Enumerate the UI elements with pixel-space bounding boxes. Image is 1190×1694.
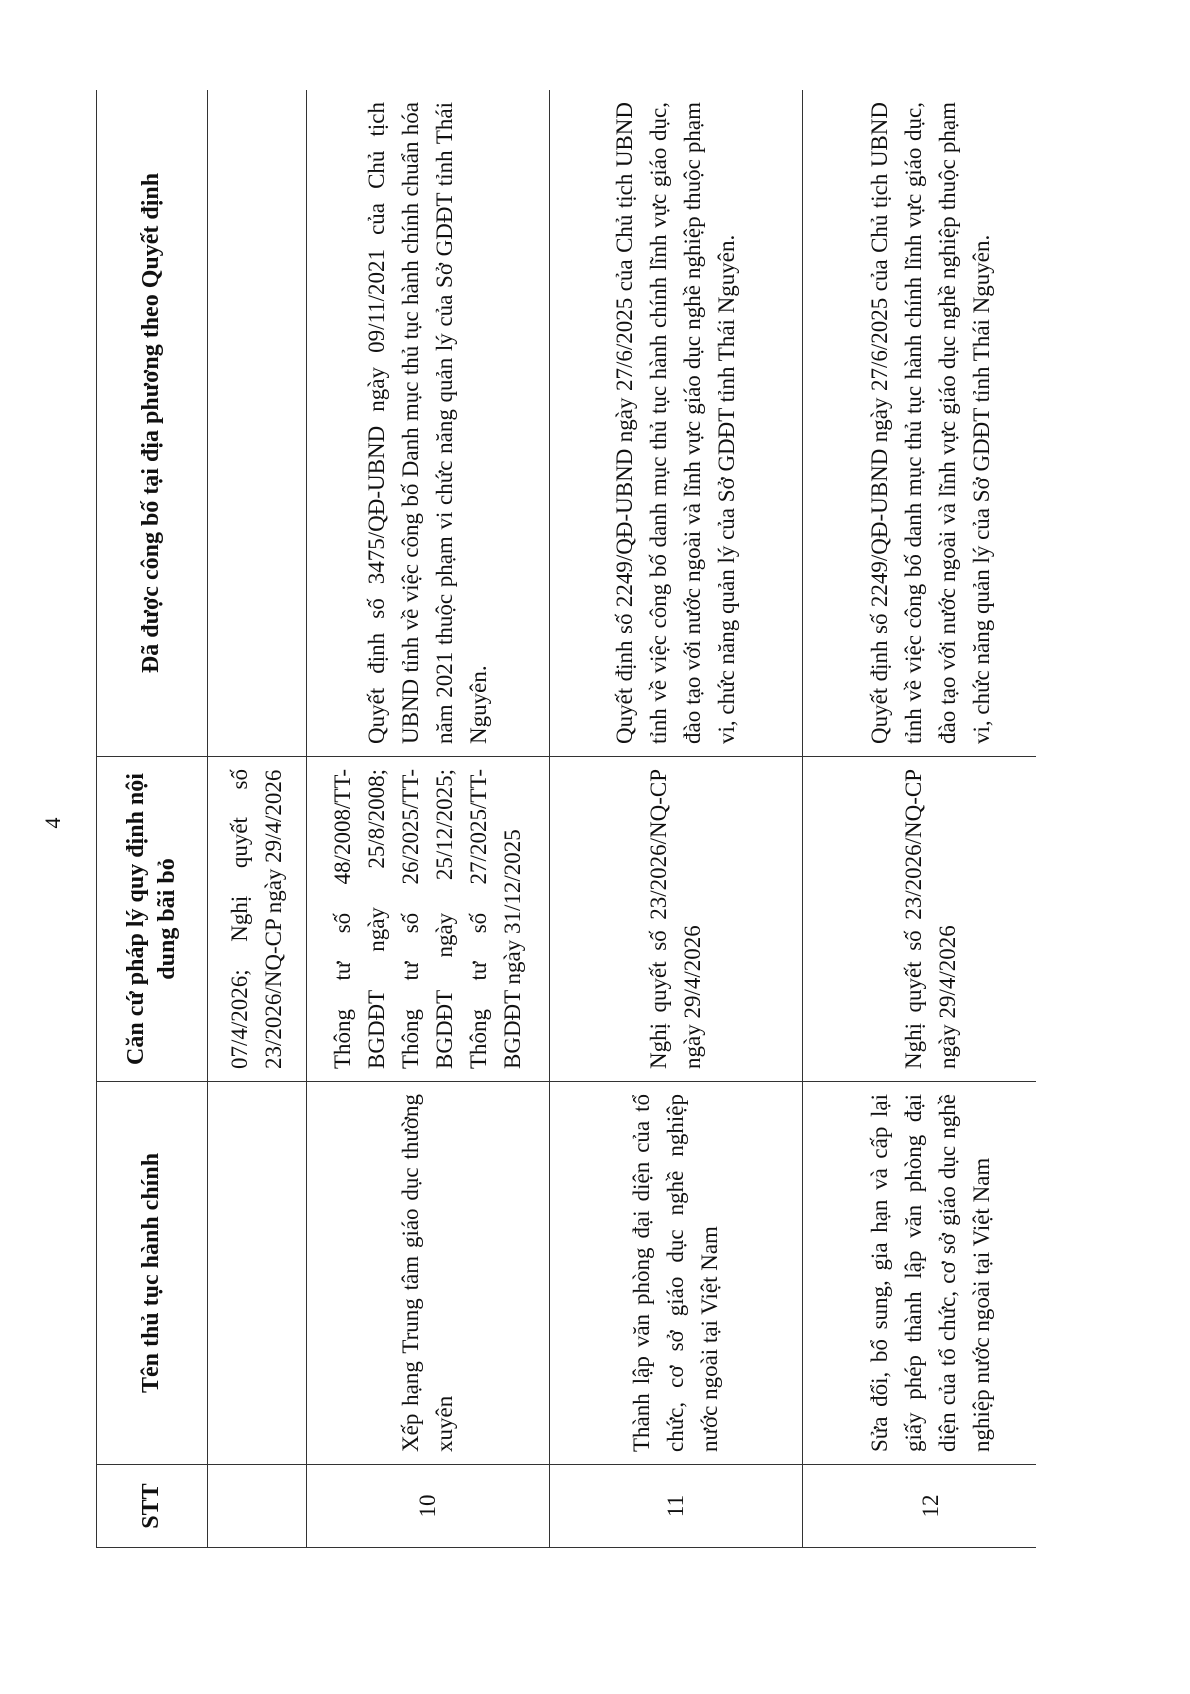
cell-procedure-name: Sửa đổi, bổ sung, gia hạn và cấp lại giấy phép thành lập văn phòng đại diện của tổ chức, cơ sở giáo dục nghề nghiệp nước ngoài tại Việt Nam xyxy=(803,1082,1037,1465)
table-row xyxy=(550,90,803,1548)
procedures-table xyxy=(96,90,1036,1548)
table-row xyxy=(307,90,550,1548)
cell-published-decision: Quyết định số 2249/QĐ-UBND ngày 27/6/2025 của Chủ tịch UBND tỉnh về việc công bố danh mục thủ tục hành chính lĩnh vực giáo dục, đào tạo với nước ngoài và lĩnh vực giáo dục nghề nghiệp thuộc phạm vi, chức năng quản lý của Sở GDĐT tỉnh Thái Nguyên. xyxy=(550,90,803,757)
table-rotation-frame xyxy=(96,90,1036,1548)
cell-procedure-name: Thành lập văn phòng đại diện của tổ chức, cơ sở giáo dục nghề nghiệp nước ngoài tại Việt Nam xyxy=(550,1082,803,1465)
header-procedure-name: Tên thủ tục hành chính xyxy=(97,1082,208,1465)
cell-stt: 10 xyxy=(307,1465,550,1548)
table-header-row xyxy=(97,90,208,1548)
table-row xyxy=(208,90,307,1548)
table-row xyxy=(803,90,1037,1548)
cell-stt xyxy=(208,1465,307,1548)
cell-procedure-name: Xếp hạng Trung tâm giáo dục thường xuyên xyxy=(307,1082,550,1465)
cell-legal-basis: Nghị quyết số 23/2026/NQ-CP ngày 29/4/2026 xyxy=(803,757,1037,1082)
cell-stt: 11 xyxy=(550,1465,803,1548)
cell-published-decision: Quyết định số 3475/QĐ-UBND ngày 09/11/2021 của Chủ tịch UBND tỉnh về việc công bố Danh mục thủ tục hành chính chuẩn hóa năm 2021 thuộc phạm vi chức năng quản lý của Sở GDĐT tỉnh Thái Nguyên. xyxy=(307,90,550,757)
cell-legal-basis: Thông tư số 48/2008/TT-BGDĐT ngày 25/8/2008; Thông tư số 26/2025/TT-BGDĐT ngày 25/12/2025; Thông tư số 27/2025/TT-BGDĐT ngày 31/12/2025 xyxy=(307,757,550,1082)
cell-stt: 12 xyxy=(803,1465,1037,1548)
cell-published-decision: Quyết định số 2249/QĐ-UBND ngày 27/6/2025 của Chủ tịch UBND tỉnh về việc công bố danh mục thủ tục hành chính lĩnh vực giáo dục, đào tạo với nước ngoài và lĩnh vực giáo dục nghề nghiệp thuộc phạm vi, chức năng quản lý của Sở GDĐT tỉnh Thái Nguyên. xyxy=(803,90,1037,757)
table-rotated-container xyxy=(96,90,1036,1548)
cell-published-decision xyxy=(208,90,307,757)
header-published-decision: Đã được công bố tại địa phương theo Quyết định xyxy=(97,90,208,757)
page-number: 4 xyxy=(40,817,65,829)
cell-legal-basis: Nghị quyết số 23/2026/NQ-CP ngày 29/4/2026 xyxy=(550,757,803,1082)
header-stt: STT xyxy=(97,1465,208,1548)
cell-legal-basis: 07/4/2026; Nghị quyết số 23/2026/NQ-CP ngày 29/4/2026 xyxy=(208,757,307,1082)
header-legal-basis: Căn cứ pháp lý quy định nội dung bãi bỏ xyxy=(97,757,208,1082)
cell-procedure-name xyxy=(208,1082,307,1465)
